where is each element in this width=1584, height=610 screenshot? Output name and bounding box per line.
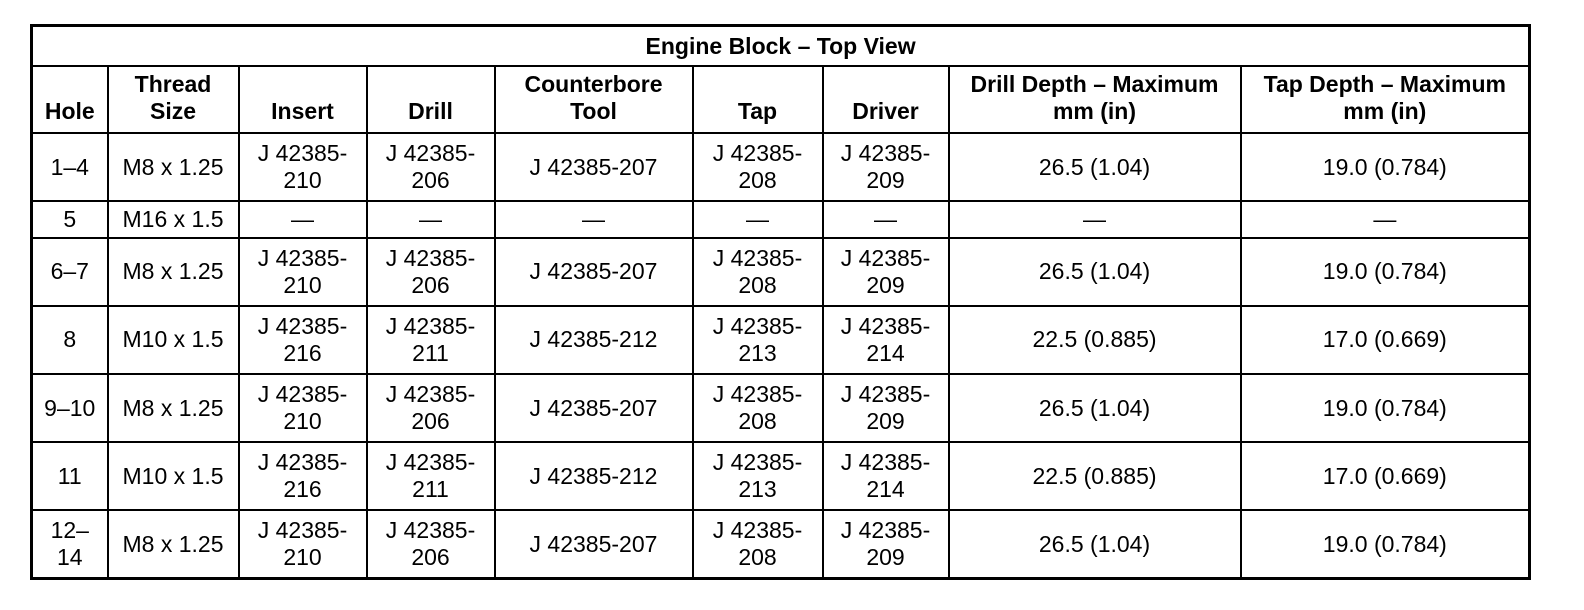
cell-drill-depth: — [949, 201, 1241, 238]
cell-tap-depth: — [1241, 201, 1530, 238]
cell-insert: J 42385- 216 [239, 306, 367, 374]
cell-driver: J 42385- 209 [823, 133, 949, 201]
table-body [32, 133, 1530, 579]
table-row [32, 238, 1530, 306]
cell-driver: — [823, 201, 949, 238]
cell-drill-depth: 22.5 (0.885) [949, 442, 1241, 510]
cell-tap-depth: 19.0 (0.784) [1241, 133, 1530, 201]
table-row [32, 201, 1530, 238]
cell-hole: 11 [32, 442, 108, 510]
cell-driver: J 42385- 214 [823, 442, 949, 510]
engine-block-table [30, 24, 1531, 580]
cell-tap-depth: 19.0 (0.784) [1241, 510, 1530, 578]
cell-thread-size: M8 x 1.25 [108, 510, 239, 578]
cell-tap-depth: 17.0 (0.669) [1241, 442, 1530, 510]
cell-hole: 8 [32, 306, 108, 374]
cell-counterbore-tool: J 42385-212 [495, 306, 693, 374]
cell-drill-depth: 26.5 (1.04) [949, 510, 1241, 578]
cell-insert: J 42385- 210 [239, 510, 367, 578]
cell-tap: J 42385- 213 [693, 442, 823, 510]
cell-tap: J 42385- 208 [693, 510, 823, 578]
cell-drill: — [367, 201, 495, 238]
cell-drill-depth: 26.5 (1.04) [949, 133, 1241, 201]
table-row [32, 306, 1530, 374]
cell-thread-size: M8 x 1.25 [108, 374, 239, 442]
cell-counterbore-tool: J 42385-212 [495, 442, 693, 510]
cell-tap-depth: 19.0 (0.784) [1241, 374, 1530, 442]
cell-thread-size: M10 x 1.5 [108, 442, 239, 510]
cell-hole: 5 [32, 201, 108, 238]
table-row [32, 133, 1530, 201]
header-tap-depth: Tap Depth – Maximum mm (in) [1241, 66, 1530, 133]
header-drill: Drill [367, 66, 495, 133]
cell-hole: 1–4 [32, 133, 108, 201]
cell-tap: J 42385- 208 [693, 133, 823, 201]
header-drill-depth: Drill Depth – Maximum mm (in) [949, 66, 1241, 133]
cell-thread-size: M10 x 1.5 [108, 306, 239, 374]
cell-thread-size: M8 x 1.25 [108, 133, 239, 201]
cell-hole: 12– 14 [32, 510, 108, 578]
table-row [32, 510, 1530, 578]
cell-driver: J 42385- 209 [823, 374, 949, 442]
table-row [32, 442, 1530, 510]
cell-tap-depth: 17.0 (0.669) [1241, 306, 1530, 374]
cell-insert: — [239, 201, 367, 238]
cell-tap: J 42385- 208 [693, 374, 823, 442]
cell-insert: J 42385- 210 [239, 374, 367, 442]
cell-counterbore-tool: J 42385-207 [495, 238, 693, 306]
cell-insert: J 42385- 216 [239, 442, 367, 510]
cell-counterbore-tool: — [495, 201, 693, 238]
cell-hole: 9–10 [32, 374, 108, 442]
cell-drill: J 42385- 211 [367, 306, 495, 374]
cell-tap: J 42385- 208 [693, 238, 823, 306]
cell-drill: J 42385- 206 [367, 133, 495, 201]
cell-drill: J 42385- 211 [367, 442, 495, 510]
cell-drill-depth: 26.5 (1.04) [949, 374, 1241, 442]
cell-counterbore-tool: J 42385-207 [495, 510, 693, 578]
header-driver: Driver [823, 66, 949, 133]
cell-hole: 6–7 [32, 238, 108, 306]
cell-drill: J 42385- 206 [367, 510, 495, 578]
table-title: Engine Block – Top View [32, 26, 1530, 67]
cell-counterbore-tool: J 42385-207 [495, 374, 693, 442]
cell-driver: J 42385- 209 [823, 238, 949, 306]
cell-thread-size: M16 x 1.5 [108, 201, 239, 238]
header-insert: Insert [239, 66, 367, 133]
cell-tap: J 42385- 213 [693, 306, 823, 374]
cell-driver: J 42385- 214 [823, 306, 949, 374]
header-hole: Hole [32, 66, 108, 133]
header-thread-size: Thread Size [108, 66, 239, 133]
cell-counterbore-tool: J 42385-207 [495, 133, 693, 201]
cell-driver: J 42385- 209 [823, 510, 949, 578]
table-row [32, 374, 1530, 442]
header-tap: Tap [693, 66, 823, 133]
cell-insert: J 42385- 210 [239, 133, 367, 201]
header-counterbore-tool: Counterbore Tool [495, 66, 693, 133]
cell-thread-size: M8 x 1.25 [108, 238, 239, 306]
cell-drill-depth: 22.5 (0.885) [949, 306, 1241, 374]
cell-drill: J 42385- 206 [367, 374, 495, 442]
cell-drill: J 42385- 206 [367, 238, 495, 306]
cell-drill-depth: 26.5 (1.04) [949, 238, 1241, 306]
cell-tap: — [693, 201, 823, 238]
cell-insert: J 42385- 210 [239, 238, 367, 306]
cell-tap-depth: 19.0 (0.784) [1241, 238, 1530, 306]
